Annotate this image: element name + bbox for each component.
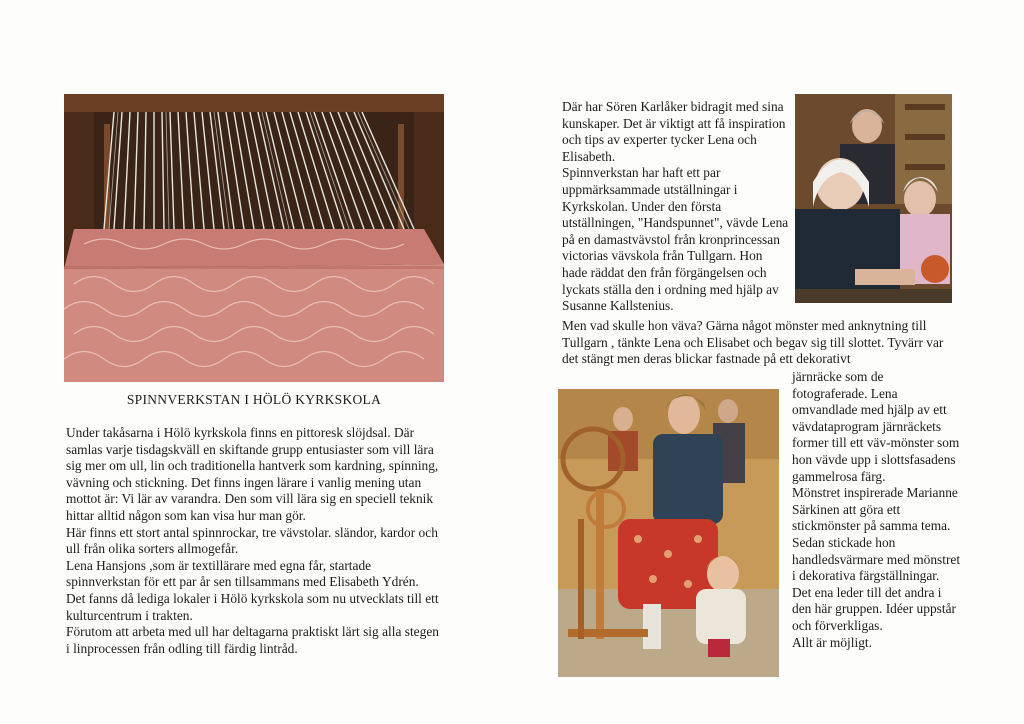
- right-top-text: [562, 99, 790, 315]
- left-column-text: [66, 425, 440, 657]
- loom-photo: [64, 94, 444, 382]
- photo-caption: SPINNVERKSTAN I HÖLÖ KYRKSKOLA: [126, 392, 382, 407]
- paragraph: Spinnverkstan har haft ett par uppmärksammade utställningar i Kyrkskolan. Under den första utställningen, "Handspunnet", vävde Lena på en damastvävstol från kronprincessan victorias vävskola från Tullgarn. Hon hade räddat den från förgängelsen och lyckats ställa den i ordning med hjälp av Susanne Kallstenius.: [562, 165, 789, 314]
- paragraph: Mönstret inspirerade Marianne Särkinen att göra ett stickmönster på samma tema. Sedan stickade hon handledsvärmare med mönstret i dekorativa färgställningar. Det ena leder till det andra i den här gruppen. Idéer uppstår och förverkligas.: [792, 485, 961, 633]
- paragraph: Där har Sören Karlåker bidragit med sina kunskaper. Det är viktigt att få inspiration och tips av experter tycker Lena och Elisabeth.: [562, 99, 786, 164]
- women-spinning-photo: [795, 94, 952, 303]
- spinning-wheel-photo: [558, 389, 779, 677]
- paragraph: Här finns ett stort antal spinnrockar, tre vävstolar. sländor, kardor och ull från olika sorters allmogefår.: [66, 524, 438, 557]
- paragraph: järnräcke som de fotograferade. Lena omvandlade med hjälp av ett vävdataprogram järnräckets former till ett väv-mönster som hon vävde upp i slottsfasadens gammelrosa färg.: [792, 369, 960, 484]
- right-middle-text: [562, 318, 962, 368]
- paragraph: Allt är möjligt.: [792, 634, 872, 650]
- paragraph: Men vad skulle hon väva? Gärna något mönster med anknytning till Tullgarn , tänkte Lena och Elisabet och begav sig till slottet. Tyvärr var det stängt men deras blickar fastnade på ett dekorativt: [562, 318, 944, 367]
- paragraph: Under takåsarna i Hölö kyrkskola finns en pittoresk slöjdsal. Där samlas varje tisdagskväll en skiftande grupp entusiaster som vill lära sig mer om ull, lin och traditionella hantverk som kardning, spinning, vävning och stickning. Det finns ingen lärare i vanlig mening utan mottot är: Vi lär av varandra. Den som vill lära sig en speciell teknik hittar alltid någon som kan visa hur man gör.: [66, 425, 439, 523]
- paragraph: Förutom att arbeta med ull har deltagarna praktiskt lärt sig alla stegen i linprocessen från odling till färdig lintråd.: [66, 624, 439, 656]
- right-side-text: [792, 369, 962, 651]
- paragraph: Lena Hansjons ,som är textillärare med egna får, startade spinnverkstan för ett par år sen tillsammans med Elisabeth Ydrén. Det fanns då lediga lokaler i Hölö kyrkskola som nu utvecklats till ett kulturcentrum i trakten.: [66, 557, 439, 623]
